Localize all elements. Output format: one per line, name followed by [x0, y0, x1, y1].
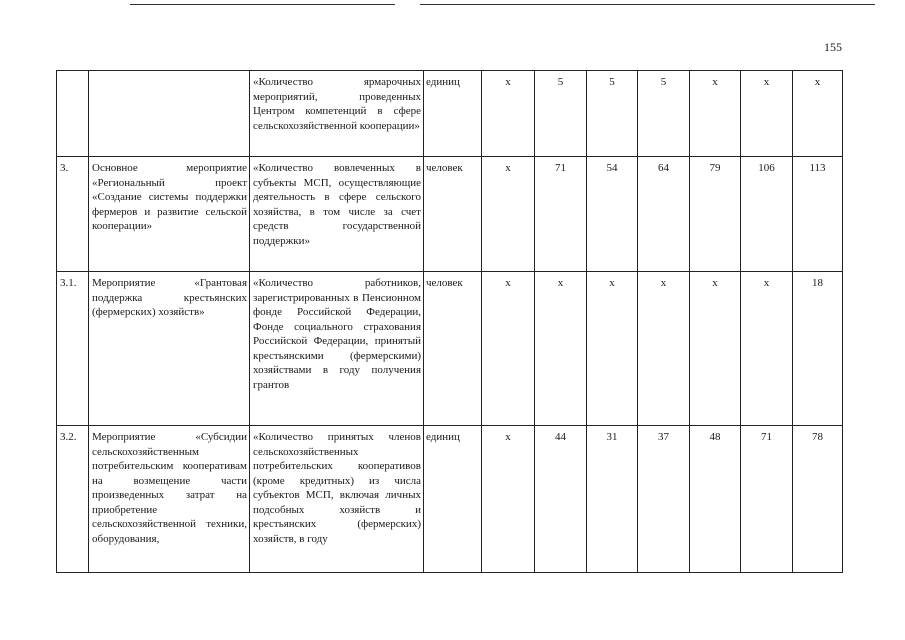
value-cell: х — [741, 272, 793, 426]
value-cell: 5 — [587, 71, 638, 157]
top-rule-left — [130, 4, 395, 5]
value-cell: х — [535, 272, 587, 426]
table-row — [57, 272, 843, 426]
unit-of-measure: человек — [424, 272, 482, 426]
value-cell: 113 — [793, 157, 843, 272]
value-cell: х — [690, 71, 741, 157]
value-cell: х — [482, 272, 535, 426]
value-cell: 18 — [793, 272, 843, 426]
row-number: 3.1. — [57, 272, 89, 426]
value-cell: х — [482, 426, 535, 573]
unit-of-measure: человек — [424, 157, 482, 272]
value-cell: 64 — [638, 157, 690, 272]
top-rule-right — [420, 4, 875, 5]
value-cell: 5 — [638, 71, 690, 157]
value-cell: 44 — [535, 426, 587, 573]
row-number — [57, 71, 89, 157]
value-cell: 54 — [587, 157, 638, 272]
value-cell: 48 — [690, 426, 741, 573]
table-row — [57, 71, 843, 157]
value-cell: х — [587, 272, 638, 426]
value-cell: 79 — [690, 157, 741, 272]
value-cell: 106 — [741, 157, 793, 272]
indicators-table — [56, 70, 843, 573]
value-cell: 31 — [587, 426, 638, 573]
page-number: 155 — [824, 40, 842, 54]
value-cell: 78 — [793, 426, 843, 573]
value-cell: х — [482, 157, 535, 272]
indicator-name: «Количество вовлеченных в субъекты МСП, осуществляющие деятельность в сфере сельского хозяйства, в том числе за счет средств государственной поддержки» — [250, 157, 424, 272]
indicator-name: «Количество работников, зарегистрированных в Пенсионном фонде Российской Федерации, Фонде социального страхования Российской Федерации, принятый крестьянскими (фермерскими) хозяйствами в году получения грантов — [250, 272, 424, 426]
value-cell: х — [690, 272, 741, 426]
unit-of-measure: единиц — [424, 426, 482, 573]
measure-name: Мероприятие «Грантовая поддержка крестьянских (фермерских) хозяйств» — [89, 272, 250, 426]
value-cell: 71 — [535, 157, 587, 272]
indicator-name: «Количество ярмарочных мероприятий, проведенных Центром компетенций в сфере сельскохозяйственной кооперации» — [250, 71, 424, 157]
unit-of-measure: единиц — [424, 71, 482, 157]
measure-name — [89, 71, 250, 157]
measure-name: Мероприятие «Субсидии сельскохозяйственным потребительским кооперативам на возмещение части произведенных затрат на приобретение сельскохозяйственной техники, оборудования, — [89, 426, 250, 573]
row-number: 3. — [57, 157, 89, 272]
value-cell: х — [741, 71, 793, 157]
indicator-name: «Количество принятых членов сельскохозяйственных потребительских кооперативов (кроме кредитных) из числа субъектов МСП, включая личных подсобных хозяйств и крестьянских (фермерских) хозяйств, в году — [250, 426, 424, 573]
value-cell: 71 — [741, 426, 793, 573]
row-number: 3.2. — [57, 426, 89, 573]
value-cell: 37 — [638, 426, 690, 573]
value-cell: х — [793, 71, 843, 157]
table-row — [57, 426, 843, 573]
value-cell: х — [638, 272, 690, 426]
table-row — [57, 157, 843, 272]
value-cell: 5 — [535, 71, 587, 157]
value-cell: х — [482, 71, 535, 157]
measure-name: Основное мероприятие «Региональный проект «Создание системы поддержки фермеров и развитие сельской кооперации» — [89, 157, 250, 272]
